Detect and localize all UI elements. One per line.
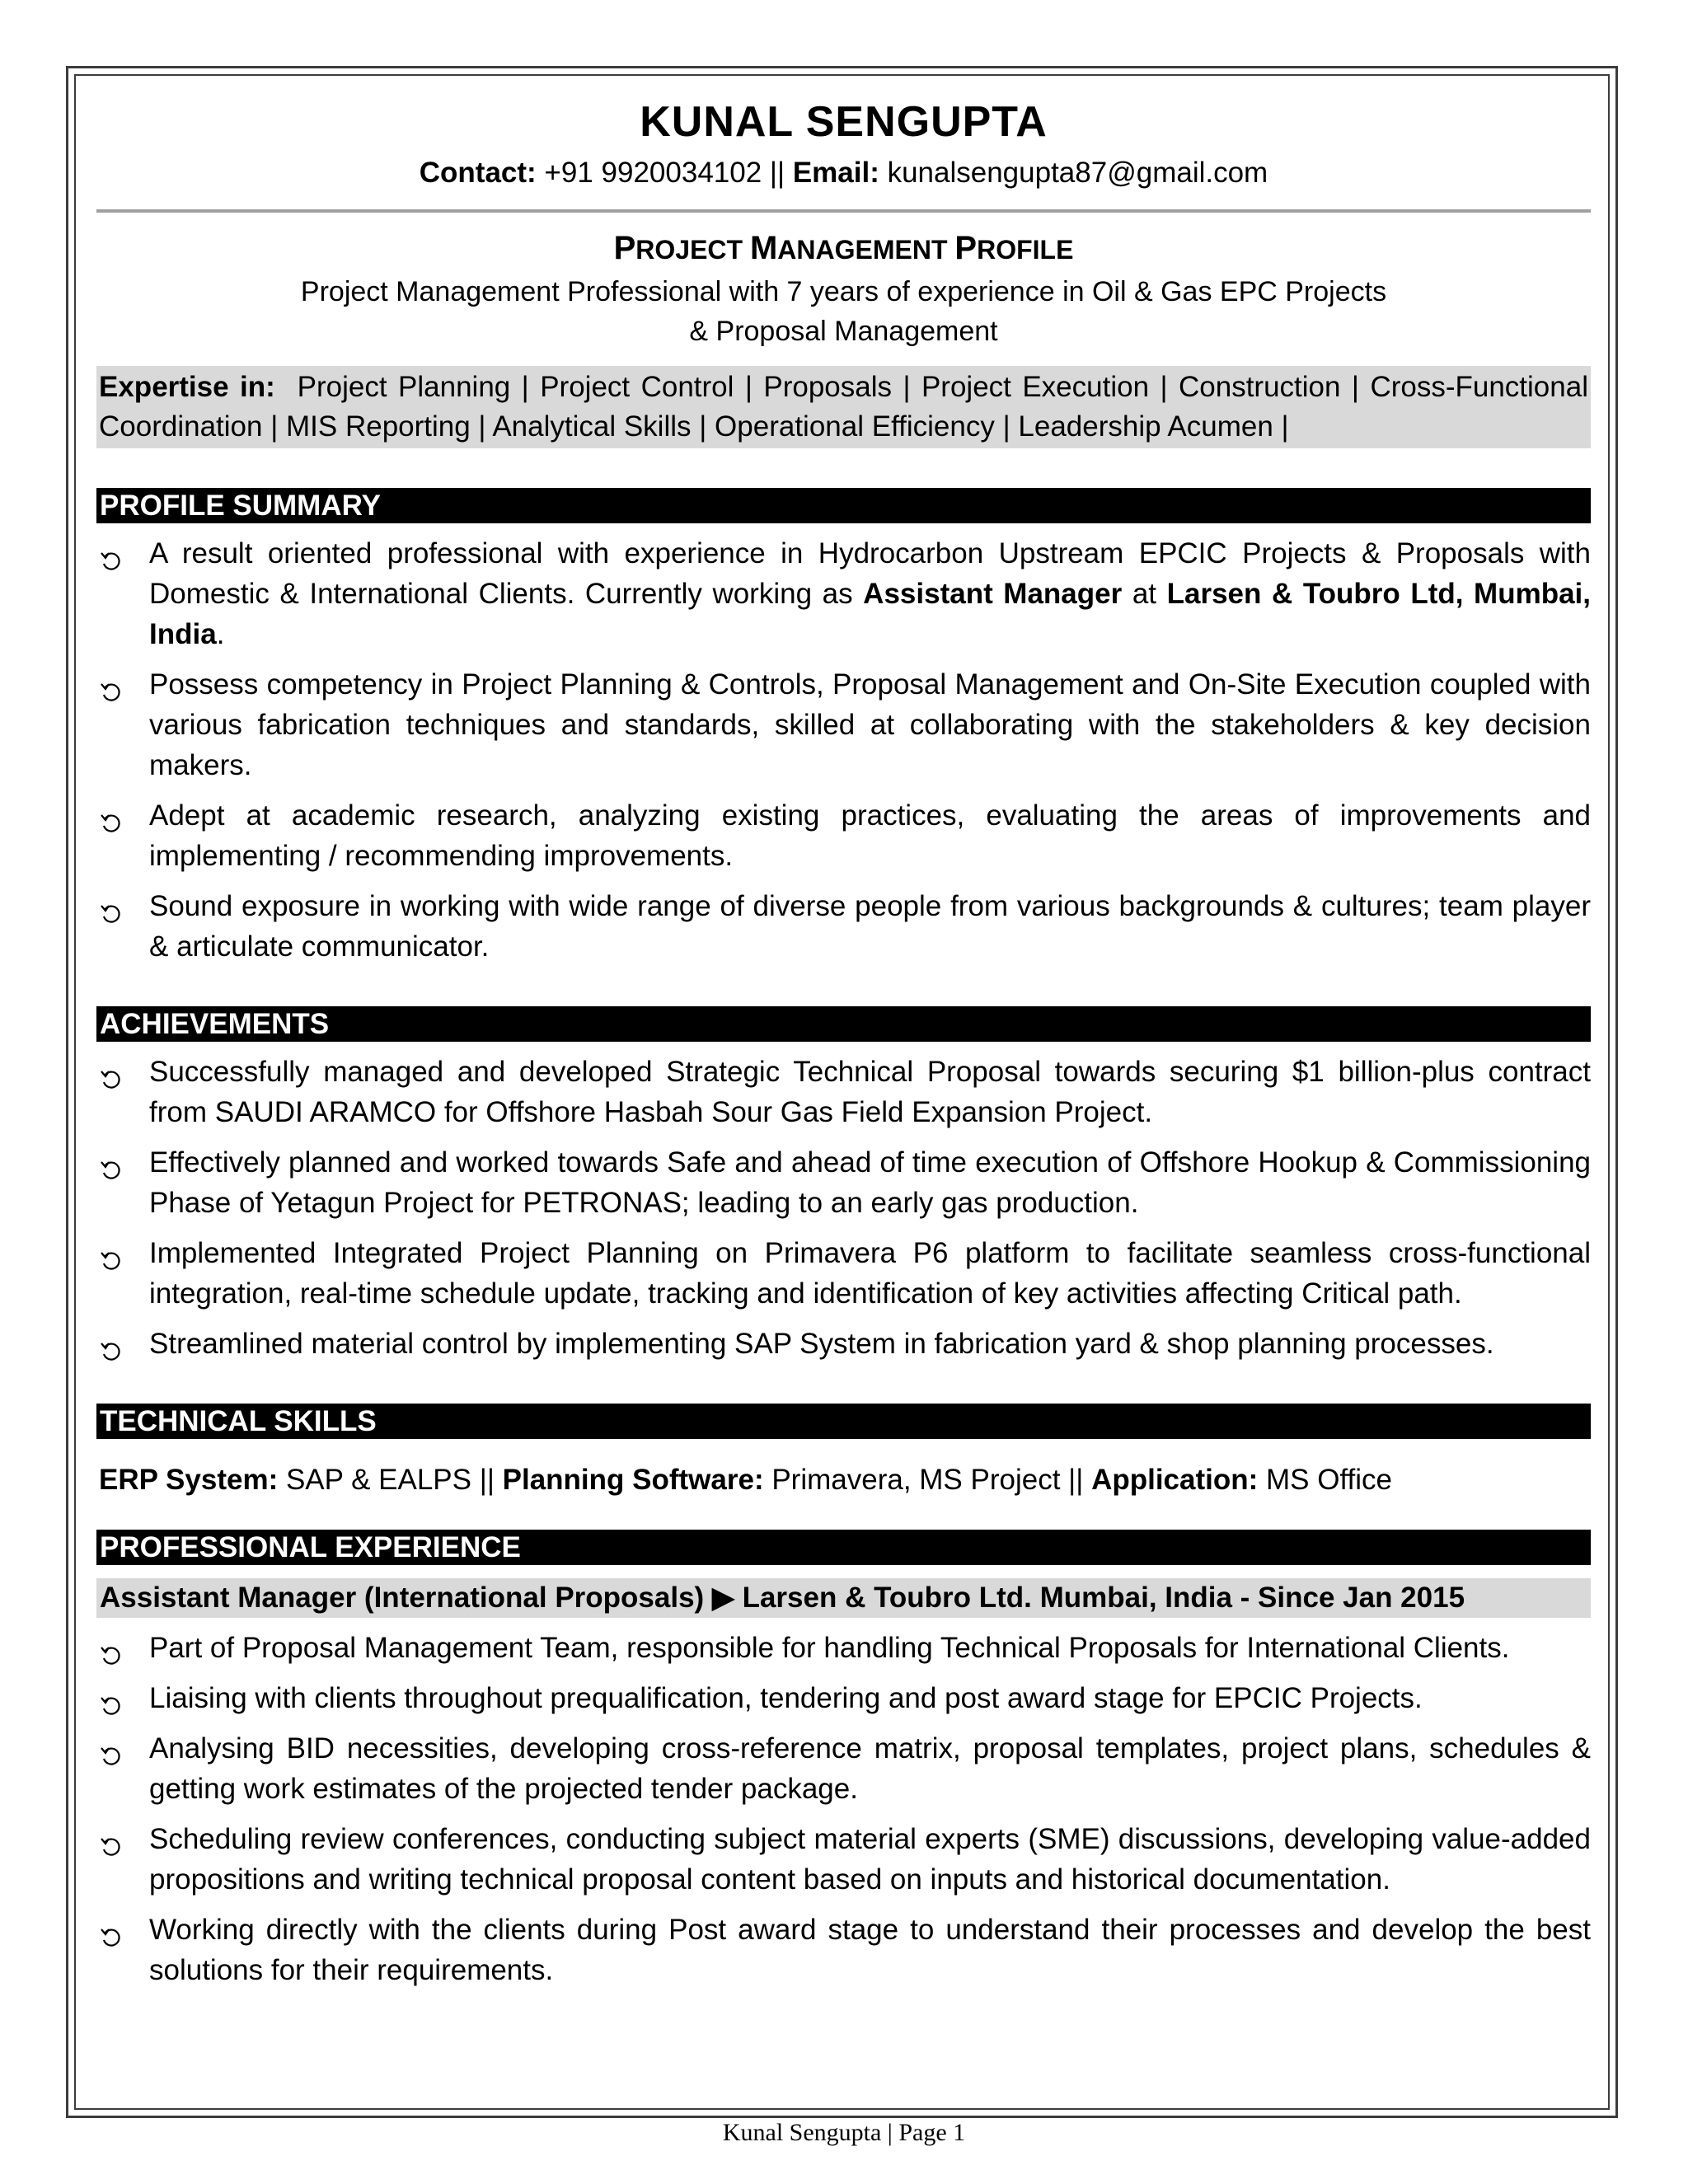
counterclockwise-arrow-icon [100, 543, 123, 566]
list-item [96, 1142, 1591, 1223]
experience-list [96, 1628, 1591, 1990]
counterclockwise-arrow-icon [100, 1333, 123, 1357]
counterclockwise-arrow-icon [100, 1829, 123, 1852]
list-item-text: Possess competency in Project Planning & Controls, Proposal Management and On-Site Execution coupled with various fabrication techniques and standards, skilled at collaborating with the stakeholders & key decision makers. [149, 668, 1591, 781]
list-item-text: Liaising with clients throughout prequalification, tendering and post award stage for EPCIC Projects. [149, 1682, 1423, 1714]
list-item-text: at [1122, 578, 1167, 610]
technical-skills-line [96, 1460, 1591, 1500]
list-item-text: Adept at academic research, analyzing existing practices, evaluating the areas of improvements and implementing / recommending improvements. [149, 799, 1591, 872]
list-item-text: Working directly with the clients during Post award stage to understand their processes and develop the best solutions for their requirements. [149, 1914, 1591, 1986]
profile-title-rest: ROFILE [977, 235, 1074, 265]
candidate-name: KUNAL SENGUPTA [640, 98, 1048, 146]
counterclockwise-arrow-icon [100, 1919, 123, 1943]
list-item-emphasis: Larsen & Toubro Ltd, Mumbai, India [149, 578, 1591, 650]
list-item [96, 886, 1591, 967]
list-item-text: Streamlined material control by implementing SAP System in fabrication yard & shop planning processes. [149, 1328, 1494, 1360]
profile-title-initial: M [749, 230, 778, 266]
counterclockwise-arrow-icon [100, 1062, 123, 1085]
list-item-text: Implemented Integrated Project Planning on Primavera P6 platform to facilitate seamless cross-functional integration, real-time schedule update, tracking and identification of key activities affecting Critical path. [149, 1237, 1591, 1310]
list-item [96, 1052, 1591, 1132]
profile-title-rest: ROJECT [635, 235, 743, 265]
list-item [96, 1233, 1591, 1314]
play-arrow-icon: ▶ [711, 1582, 734, 1614]
achievements-list [96, 1052, 1591, 1364]
list-item-text: Part of Proposal Management Team, responsible for handling Technical Proposals for International Clients. [149, 1632, 1510, 1664]
counterclockwise-arrow-icon [100, 1243, 123, 1266]
counterclockwise-arrow-icon [100, 1688, 123, 1711]
counterclockwise-arrow-icon [100, 1738, 123, 1761]
erp-label: ERP System: [99, 1464, 279, 1496]
role-company: Larsen & Toubro Ltd. Mumbai, India - Since Jan 2015 [734, 1582, 1465, 1614]
list-item [96, 1628, 1591, 1668]
profile-summary-list [96, 533, 1591, 967]
counterclockwise-arrow-icon [100, 896, 123, 919]
counterclockwise-arrow-icon [100, 805, 123, 828]
expertise-list: Project Planning | Project Control | Proposals | Project Execution | Construction | Cross-Functional Coordination | MIS Reporting | Analytical Skills | Operational Efficiency | Leadership Acumen | [99, 371, 1597, 443]
counterclockwise-arrow-icon [100, 1152, 123, 1175]
list-item [96, 795, 1591, 876]
resume-body [96, 92, 1597, 2000]
header-divider [96, 209, 1591, 213]
profile-title-initial: P [954, 230, 978, 266]
role-title: Assistant Manager (International Proposals) [100, 1582, 712, 1614]
section-heading-professional-experience: PROFESSIONAL EXPERIENCE [96, 1530, 1591, 1565]
list-item [96, 533, 1591, 654]
counterclockwise-arrow-icon [100, 674, 123, 697]
expertise-label: Expertise in: [99, 371, 275, 403]
profile-title-rest: ANAGEMENT [777, 235, 948, 265]
section-heading-profile-summary: PROFILE SUMMARY [96, 488, 1591, 523]
role-heading [96, 1578, 1591, 1618]
list-item-emphasis: Assistant Manager [863, 578, 1123, 610]
profile-title-initial: P [613, 230, 636, 266]
contact-email: kunalsengupta87@gmail.com [879, 157, 1268, 189]
list-item [96, 664, 1591, 785]
list-item [96, 1728, 1591, 1809]
planning-value: Primavera, MS Project || [763, 1464, 1092, 1496]
list-item-text: Analysing BID necessities, developing cross-reference matrix, proposal templates, project plans, schedules & getting work estimates of the projected tender package. [149, 1732, 1591, 1805]
application-value: MS Office [1258, 1464, 1393, 1496]
list-item [96, 1324, 1591, 1364]
profile-tagline-line-2: & Proposal Management [689, 316, 998, 347]
profile-tagline-line-1: Project Management Professional with 7 years of experience in Oil & Gas EPC Projects [300, 276, 1387, 307]
list-item-text: Sound exposure in working with wide range of diverse people from various backgrounds & cultures; team player & articulate communicator. [149, 890, 1591, 963]
contact-label: Contact: [419, 157, 537, 189]
erp-value: SAP & EALPS || [278, 1464, 503, 1496]
list-item-text: Effectively planned and worked towards Safe and ahead of time execution of Offshore Hookup & Commissioning Phase of Yetagun Project for PETRONAS; leading to an early gas production. [149, 1146, 1591, 1219]
list-item-text: A result oriented professional with experience in Hydrocarbon Upstream EPCIC Projects & Proposals with Domestic & International Clients. Currently working as [149, 537, 1591, 610]
planning-label: Planning Software: [502, 1464, 764, 1496]
section-heading-technical-skills: TECHNICAL SKILLS [96, 1404, 1591, 1439]
list-item-text: . [216, 618, 225, 650]
contact-phone: +91 9920034102 || [536, 157, 793, 189]
contact-line [96, 153, 1591, 193]
list-item [96, 1910, 1591, 1990]
list-item-text: Successfully managed and developed Strategic Technical Proposal towards securing $1 billion-plus contract from SAUDI ARAMCO for Offshore Hasbah Sour Gas Field Expansion Project. [149, 1056, 1591, 1128]
section-heading-achievements: ACHIEVEMENTS [96, 1006, 1591, 1042]
list-item [96, 1819, 1591, 1900]
expertise-box [96, 366, 1597, 448]
list-item [96, 1678, 1591, 1718]
profile-title [96, 226, 1591, 272]
counterclockwise-arrow-icon [100, 1638, 123, 1661]
list-item-text: Scheduling review conferences, conducting subject material experts (SME) discussions, developing value-added propositions and writing technical proposal content based on inputs and historical documentation. [149, 1823, 1591, 1896]
email-label: Email: [792, 157, 879, 189]
application-label: Application: [1091, 1464, 1259, 1496]
page-footer: Kunal Sengupta | Page 1 [722, 2119, 966, 2146]
